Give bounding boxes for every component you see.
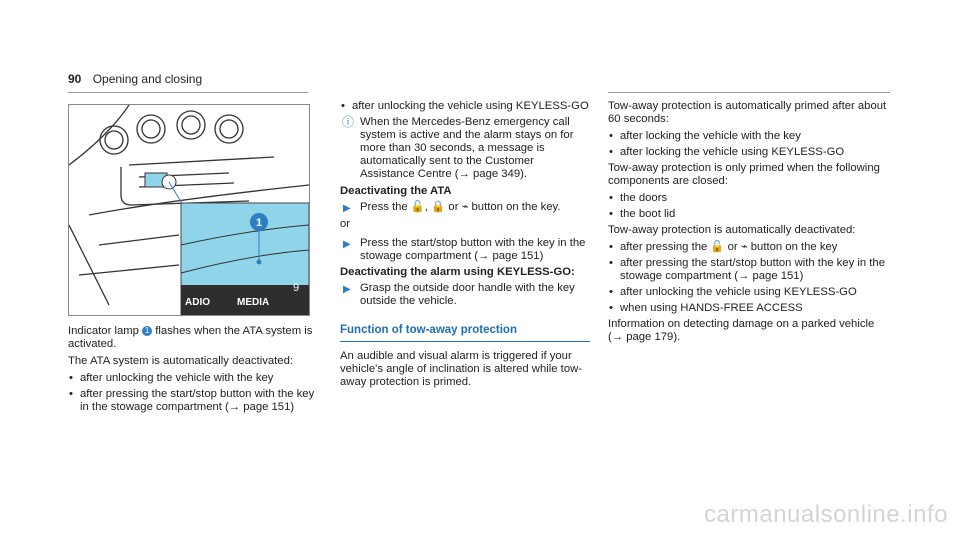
step-item: ▶ Grasp the outside door handle with the key outside the vehicle. <box>343 282 575 307</box>
dashboard-figure <box>68 104 310 316</box>
heading-deactivating-alarm: Deactivating the alarm using KEYLESS-GO: <box>340 266 575 278</box>
callout-number-icon: 1 <box>142 326 152 336</box>
damage-info-paragraph: Information on detecting damage on a parked vehicle (→ page 179). <box>608 318 875 343</box>
heading-deactivating-ata: Deactivating the ATA <box>340 185 452 197</box>
button-label-media: MEDIA <box>237 297 270 308</box>
column-3 <box>608 100 890 348</box>
list-item: • after locking the vehicle with the key <box>608 130 890 143</box>
dial-mark: 9 <box>293 282 300 294</box>
section-heading: Function of tow-away protection <box>340 324 590 342</box>
or-text: or <box>340 218 351 230</box>
info-icon: ⓘ <box>342 115 355 129</box>
list-item: • after pressing the start/stop button with the key in the stowage compartment (→ page 151) <box>68 388 320 414</box>
list-item: • the boot lid <box>608 208 890 221</box>
list-item: • when using HANDS-FREE ACCESS <box>608 302 890 315</box>
button-label-audio: ADIO <box>185 297 210 308</box>
callout-number: 1 <box>255 217 263 229</box>
components-intro: Tow-away protection is only primed when the following components are closed: <box>608 162 880 187</box>
indicator-paragraph: Indicator lamp 1 flashes when the ATA system is activated. <box>68 325 313 350</box>
list-item: • after pressing the 🔓 or ⌁ button on the key <box>608 241 890 254</box>
page-title: Opening and closing <box>92 72 203 86</box>
arrow-step-icon: ▶ <box>343 203 351 214</box>
header-rule-left <box>68 92 308 93</box>
info-note: ⓘ When the Mercedes-Benz emergency call system is active and the alarm stays on for more than 30 seconds, a message is automatically sent to the Customer Assistance Centre (→ page 349). <box>342 115 574 180</box>
tow-away-paragraph: An audible and visual alarm is triggered if your vehicle's angle of inclination is altered while tow-away protection is primed. <box>340 350 583 388</box>
deactivated-intro-2: Tow-away protection is automatically deactivated: <box>608 224 856 236</box>
column-2 <box>340 100 590 393</box>
header-rule-right <box>608 92 890 93</box>
list-item: • after pressing the start/stop button with the key in the stowage compartment (→ page 151) <box>608 257 890 283</box>
list-item: • after unlocking the vehicle using KEYLESS-GO <box>608 286 890 299</box>
list-item: • after unlocking the vehicle with the key <box>68 372 320 385</box>
step-item: ▶ Press the start/stop button with the key in the stowage compartment (→ page 151) <box>343 237 586 262</box>
list-item: • after unlocking the vehicle using KEYLESS-GO <box>340 100 590 113</box>
page-number: 90 <box>68 72 82 86</box>
list-item: • after locking the vehicle using KEYLESS-GO <box>608 146 890 159</box>
arrow-step-icon: ▶ <box>343 284 351 295</box>
list-item: • the doors <box>608 192 890 205</box>
primed-intro: Tow-away protection is automatically primed after about 60 seconds: <box>608 100 887 125</box>
watermark: carmanualsonline.info <box>704 501 948 528</box>
column-1 <box>68 325 320 417</box>
step-item: ▶ Press the 🔓, 🔒 or ⌁ button on the key. <box>343 201 561 214</box>
deactivated-intro: The ATA system is automatically deactivated: <box>68 355 293 367</box>
page-header <box>68 72 202 86</box>
dashboard-illustration <box>69 105 309 315</box>
arrow-step-icon: ▶ <box>343 239 351 250</box>
